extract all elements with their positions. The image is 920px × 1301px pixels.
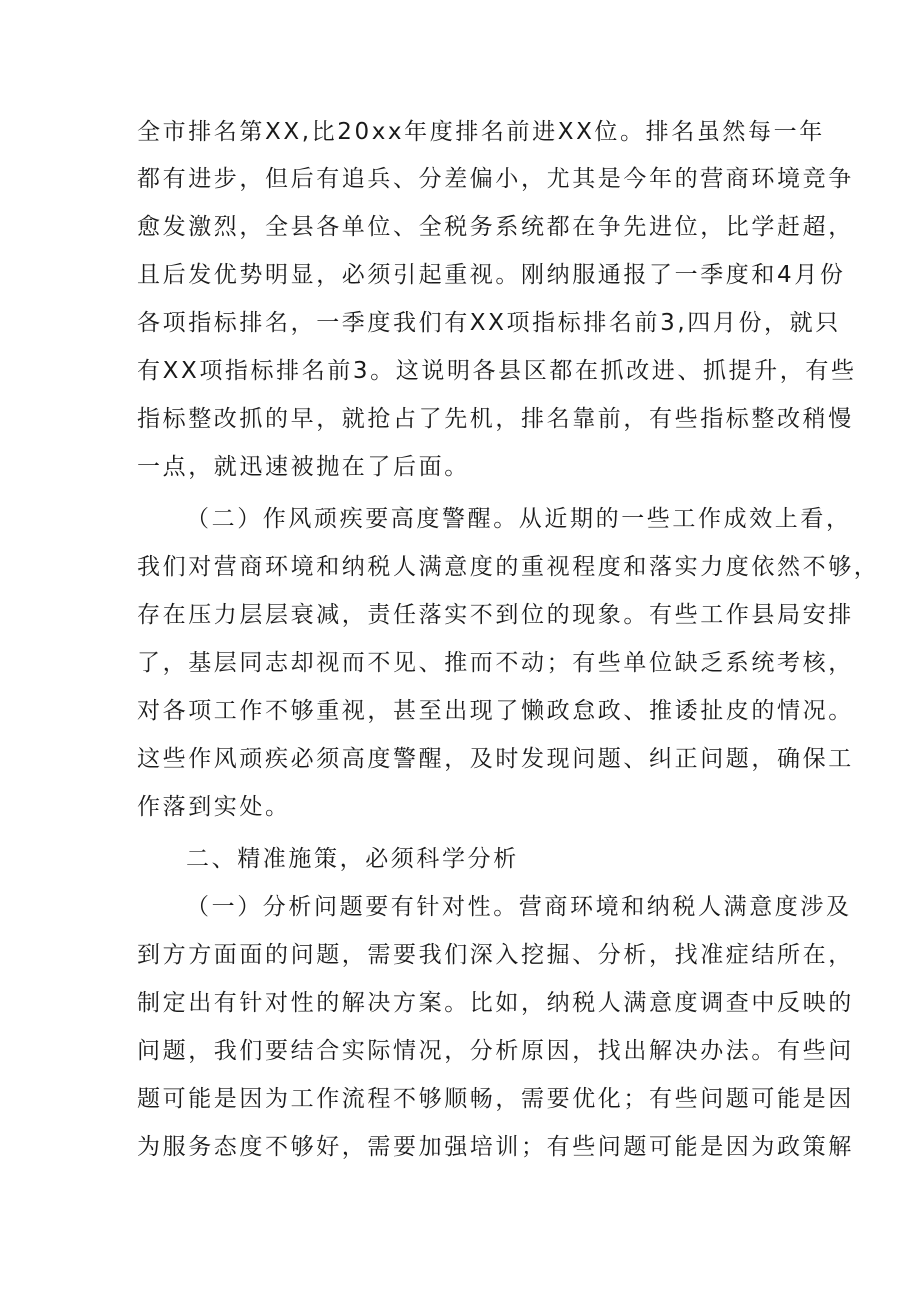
text-line: 指标整改抓的早，就抢占了先机，排名靠前，有些指标整改稍慢 [137,406,854,432]
text-line: 我们对营商环境和纳税人满意度的重视程度和落实力度依然不够， [137,554,880,580]
text-line: 各项指标排名，一季度我们有XX项指标排名前3,四月份，就只 [137,310,841,336]
text-line: 存在压力层层衰减，责任落实不到位的现象。有些工作县局安排 [137,602,854,628]
section-heading: 二、精准施策，必须科学分析 [186,846,519,872]
subheading-line: （二）作风顽疾要高度警醒。从近期的一些工作成效上看， [186,506,852,532]
text-line: 这些作风顽疾必须高度警醒，及时发现问题、纠正问题，确保工 [137,746,854,772]
text-line: 对各项工作不够重视，甚至出现了懒政怠政、推诿扯皮的情况。 [137,698,854,724]
text-line: 全市排名第XX,比20xx年度排名前进XX位。排名虽然每一年 [137,119,825,145]
text-line: 都有进步，但后有追兵、分差偏小，尤其是今年的营商环境竞争 [137,166,854,192]
text-line: 作落到实处。 [137,794,291,820]
text-line: 题可能是因为工作流程不够顺畅，需要优化；有些问题可能是因 [137,1086,854,1112]
text-line: 有XX项指标排名前3。这说明各县区都在抓改进、抓提升，有些 [137,358,857,384]
text-line: 为服务态度不够好，需要加强培训；有些问题可能是因为政策解 [137,1134,854,1160]
text-line: 制定出有针对性的解决方案。比如，纳税人满意度调查中反映的 [137,990,854,1016]
text-line: 且后发优势明显，必须引起重视。刚纳服通报了一季度和4月份 [137,262,846,288]
text-line: 问题，我们要结合实际情况，分析原因，找出解决办法。有些问 [137,1038,854,1064]
text-line: 一点，就迅速被抛在了后面。 [137,454,470,480]
text-line: 了，基层同志却视而不见、推而不动；有些单位缺乏系统考核， [137,650,854,676]
subheading-line: （一）分析问题要有针对性。营商环境和纳税人满意度涉及 [186,894,852,920]
text-line: 愈发激烈，全县各单位、全税务系统都在争先进位，比学赶超， [137,214,854,240]
text-line: 到方方面面的问题，需要我们深入挖掘、分析，找准症结所在， [137,942,854,968]
